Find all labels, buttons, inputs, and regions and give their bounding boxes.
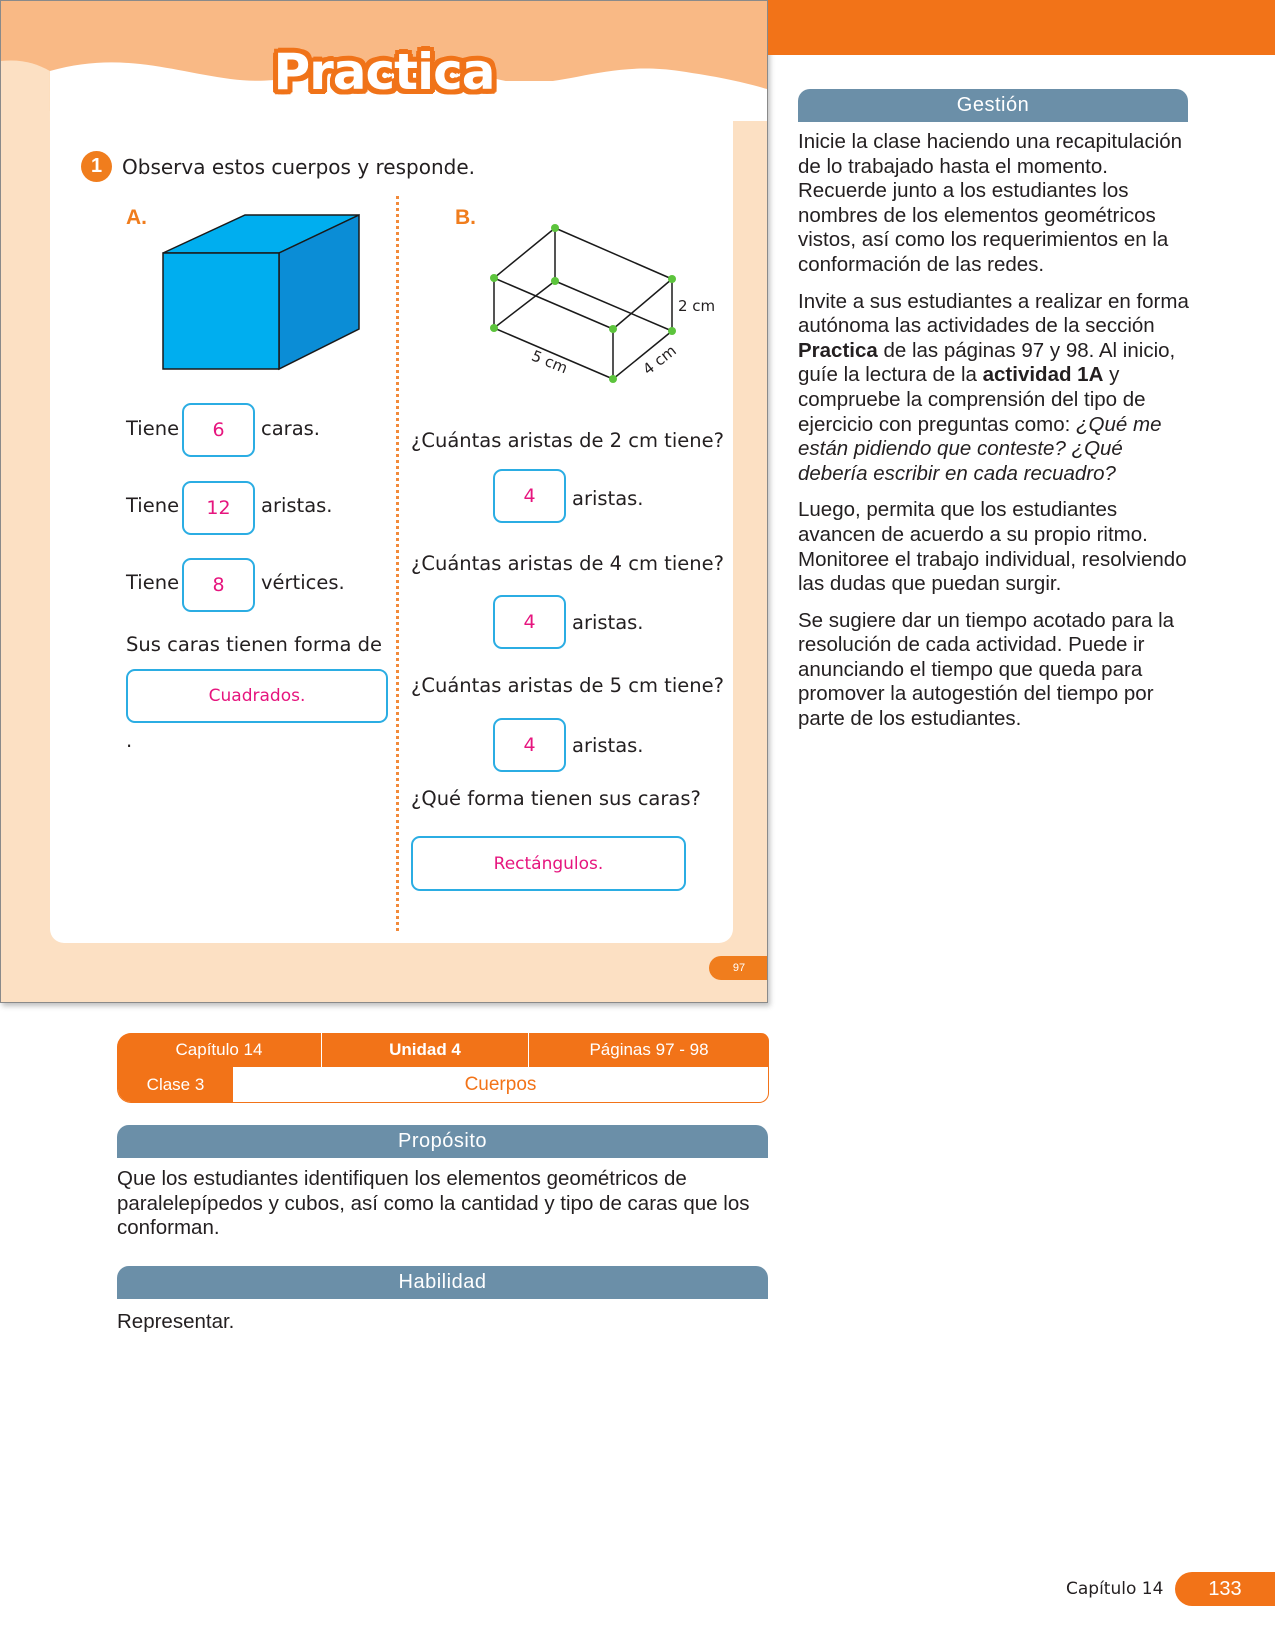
- height-dimension-label: 2 cm: [678, 297, 716, 315]
- answer-2cm-box[interactable]: 4: [493, 469, 566, 523]
- footer-page-number: 133: [1175, 1572, 1275, 1606]
- gestion-header: Gestión: [798, 89, 1188, 122]
- student-page-number: 97: [709, 956, 768, 980]
- class-cell: Clase 3: [118, 1067, 233, 1102]
- italic-questions: ¿Qué me están pidiendo que conteste? ¿Qué debería escribir en cada recuadro?: [798, 412, 1162, 485]
- trailing-period: .: [126, 729, 133, 752]
- depth-dimension-label: 4 cm: [639, 341, 680, 379]
- question-5cm-edges: ¿Cuántas aristas de 5 cm tiene?: [411, 674, 724, 697]
- edges-answer-box[interactable]: 12: [182, 481, 255, 535]
- gestion-paragraph-4: Se sugiere dar un tiempo acotado para la resolución de cada actividad. Puede ir anunciando el tiempo que queda para promover la autogestión del tiempo por parte de los estudiantes.: [798, 608, 1175, 731]
- habilidad-header: Habilidad: [117, 1266, 768, 1299]
- question-2cm-edges: ¿Cuántas aristas de 2 cm tiene?: [411, 429, 724, 452]
- question-4cm-edges: ¿Cuántas aristas de 4 cm tiene?: [411, 552, 724, 575]
- section-b-label: B.: [455, 206, 476, 229]
- gestion-body: [798, 130, 1196, 744]
- edges-label: Tiene: [126, 494, 180, 517]
- gestion-paragraph-2: [798, 290, 1196, 487]
- faces-suffix: caras.: [261, 417, 320, 440]
- face-shape-answer-box-b[interactable]: Rectángulos.: [411, 836, 686, 891]
- cube-figure: [161, 213, 361, 373]
- faces-label: Tiene: [126, 417, 180, 440]
- habilidad-text: Representar.: [117, 1310, 235, 1333]
- vertices-suffix: vértices.: [261, 571, 345, 594]
- answer-4cm-box[interactable]: 4: [493, 595, 566, 649]
- exercise-number-badge: 1: [81, 151, 112, 182]
- length-dimension-label: 5 cm: [528, 346, 571, 378]
- face-shape-answer-box[interactable]: Cuadrados.: [126, 669, 388, 723]
- pages-cell: Páginas 97 - 98: [589, 1040, 709, 1059]
- footer-chapter: Capítulo 14: [1066, 1579, 1164, 1599]
- topic-cell: Cuerpos: [464, 1073, 537, 1095]
- info-row-bottom: [117, 1067, 769, 1103]
- unit-cell: Unidad 4: [322, 1033, 529, 1067]
- answer-5cm-suffix: aristas.: [572, 734, 644, 757]
- vertices-answer-box[interactable]: 8: [182, 558, 255, 612]
- section-a-label: A.: [126, 206, 147, 229]
- proposito-text: Que los estudiantes identifiquen los elementos geométricos de paralelepípedos y cubos, así como la cantidad y tipo de caras que los conforman.: [117, 1167, 750, 1240]
- edges-suffix: aristas.: [261, 494, 333, 517]
- column-divider: [396, 196, 399, 931]
- gestion-paragraph-1: Inicie la clase haciendo una recapitulación de lo trabajado hasta el momento. Recuerde junto a los estudiantes los nombres de los elementos geométricos vistos, así como los requerimientos en la conformación de las redes.: [798, 130, 1183, 276]
- page-title: Practica: [273, 43, 495, 101]
- proposito-header: Propósito: [117, 1125, 768, 1158]
- chapter-cell: Capítulo 14: [117, 1033, 322, 1067]
- exercise-instruction: [81, 151, 475, 182]
- bold-practica: Practica: [798, 338, 878, 362]
- bold-activity: actividad 1A: [982, 363, 1104, 387]
- gestion-paragraph-3: Luego, permita que los estudiantes avancen de acuerdo a su propio ritmo. Monitoree el trabajo individual, resolviendo las dudas que puedan surgir.: [798, 498, 1187, 596]
- text-span: Invite a sus estudiantes a realizar en forma autónoma las actividades de la sección: [798, 289, 1189, 338]
- vertices-label: Tiene: [126, 571, 180, 594]
- answer-4cm-suffix: aristas.: [572, 611, 644, 634]
- faces-answer-box[interactable]: 6: [182, 403, 255, 457]
- info-row-top: [117, 1033, 769, 1067]
- answer-5cm-box[interactable]: 4: [493, 718, 566, 772]
- top-orange-bar: [768, 0, 1275, 55]
- face-shape-question-b: ¿Qué forma tienen sus caras?: [411, 787, 701, 810]
- instruction-text: Observa estos cuerpos y responde.: [122, 154, 475, 179]
- lesson-info-table: [117, 1033, 769, 1103]
- text-span: de las páginas 97 y 98. Al inicio, guíe la lectura de la: [798, 338, 1176, 387]
- answer-2cm-suffix: aristas.: [572, 487, 644, 510]
- text-span: y compruebe la comprensión del tipo de ejercicio con preguntas como:: [798, 363, 1146, 436]
- student-page-preview: [0, 0, 768, 1003]
- face-shape-question: Sus caras tienen forma de: [126, 633, 383, 656]
